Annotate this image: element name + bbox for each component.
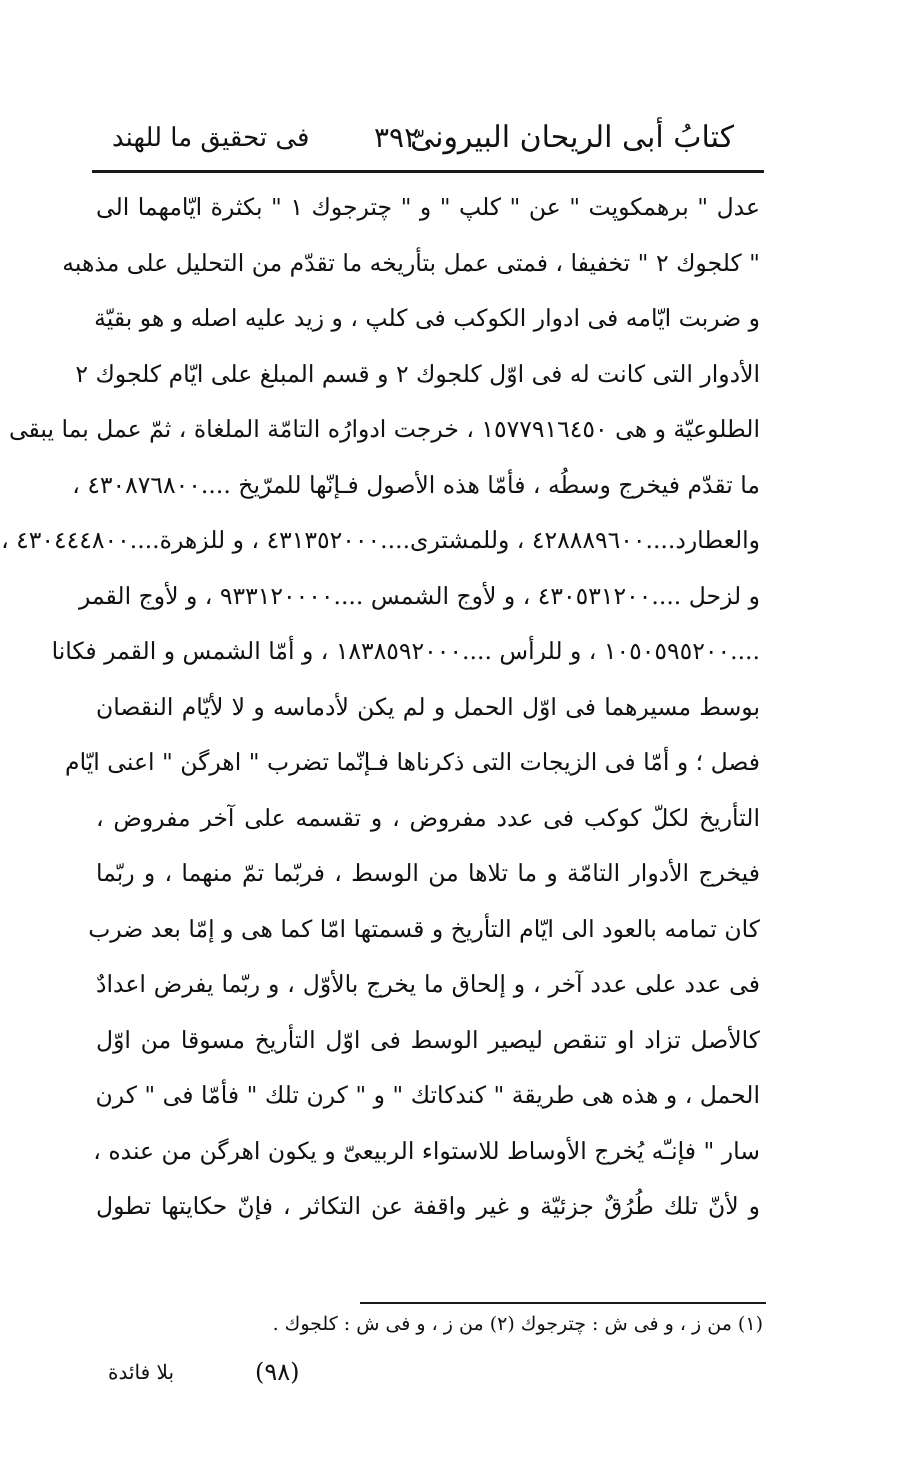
text-line: و لأنّ تلك طُرُقٌ جزئيّة و غير واقفة عن التكاثر ، فإنّ حكايتها تطول bbox=[96, 1192, 760, 1220]
text-line: والعطارد....٤٢٨٨٨٩٦٠٠ ، وللمشترى....٤٣١٣٥٢٠٠٠ ، و للزهرة....٤٣٠٤٤٤٨٠٠ ، bbox=[1, 526, 760, 554]
text-line: و ضربت ايّامه فى ادوار الكوكب فى كلپ ، و زيد عليه اصله و هو بقيّة bbox=[94, 304, 760, 332]
book-title: كتابُ أبى الريحان البيرونىّ bbox=[410, 120, 734, 155]
footnote-rule bbox=[360, 1302, 766, 1304]
signature-number: (٩٨) bbox=[255, 1358, 300, 1386]
page-header bbox=[112, 112, 734, 164]
catch-word: بلا فائدة bbox=[108, 1360, 175, 1384]
text-line: الطلوعيّة و هى ١٥٧٧٩١٦٤٥٠ ، خرجت ادوارُه التامّة الملغاة ، ثمّ عمل بما يبقى bbox=[8, 415, 760, 443]
text-line: كالأصل تزاد او تنقص ليصير الوسط فى اوّل التأريخ مسوقا من اوّل bbox=[96, 1025, 760, 1054]
text-line: فيخرج الأدوار التامّة و ما تلاها من الوسط ، فربّما تمّ منهما ، و ربّما bbox=[96, 859, 760, 887]
header-rule bbox=[92, 170, 764, 173]
text-line: فصل ؛ و أمّا فى الزيجات التى ذكرناها فـإنّما تضرب " اهرگن " اعنى ايّام bbox=[65, 748, 760, 776]
main-text bbox=[1, 180, 760, 1235]
text-line: التأريخ لكلّ كوكب فى عدد مفروض ، و تقسمه على آخر مفروض ، bbox=[96, 803, 760, 832]
text-line: و لزحل ....٤٣٠٥٣١٢٠٠ ، و لأوج الشمس ....٩٣٣١٢٠٠٠٠ ، و لأوج القمر bbox=[78, 581, 760, 610]
text-line: عدل " برهمكوپت " عن " كلپ " و " چترجوك ١ " بكثرة ايّامهما الى bbox=[96, 193, 760, 221]
running-title: فى تحقيق ما للهند bbox=[112, 123, 310, 153]
text-line: بوسط مسيرهما فى اوّل الحمل و لم يكن لأدماسه و لا لأيّام النقصان bbox=[96, 692, 760, 721]
footnote: (١) من ز ، و فى ش : چترجوك (٢) من ز ، و فى ش : كلجوك . bbox=[272, 1313, 763, 1335]
text-line: ما تقدّم فيخرج وسطُه ، فأمّا هذه الأصول فـإنّها للمرّيخ ....٤٣٠٨٧٦٨٠٠ ، bbox=[72, 470, 760, 499]
text-line: فى عدد على عدد آخر ، و إلحاق ما يخرج بالأوّل ، و ربّما يفرض اعدادٌ bbox=[96, 970, 760, 998]
text-line: كان تمامه بالعود الى ايّام التأريخ و قسمتها امّا كما هى و إمّا بعد ضرب bbox=[88, 914, 760, 943]
page-number: ٣٩٢ bbox=[374, 121, 420, 154]
text-line: الحمل ، و هذه هى طريقة " كندكاتك " و " كرن تلك " فأمّا فى " كرن bbox=[95, 1081, 760, 1109]
text-line: الأدوار التى كانت له فى اوّل كلجوك ٢ و قسم المبلغ على ايّام كلجوك ٢ bbox=[75, 359, 760, 388]
text-line: سار " فإنـّه يُخرج الأوساط للاستواء الربيعىّ و يكون اهرگن من عنده ، bbox=[93, 1136, 760, 1165]
text-line: ....١٠٥٠٥٩٥٢٠٠ ، و للرأس ....١٨٣٨٥٩٢٠٠٠ ، و أمّا الشمس و القمر فكانا bbox=[51, 637, 760, 665]
text-line: " كلجوك ٢ " تخفيفا ، فمتى عمل بتأريخه ما تقدّم من التحليل على مذهبه bbox=[62, 248, 760, 277]
